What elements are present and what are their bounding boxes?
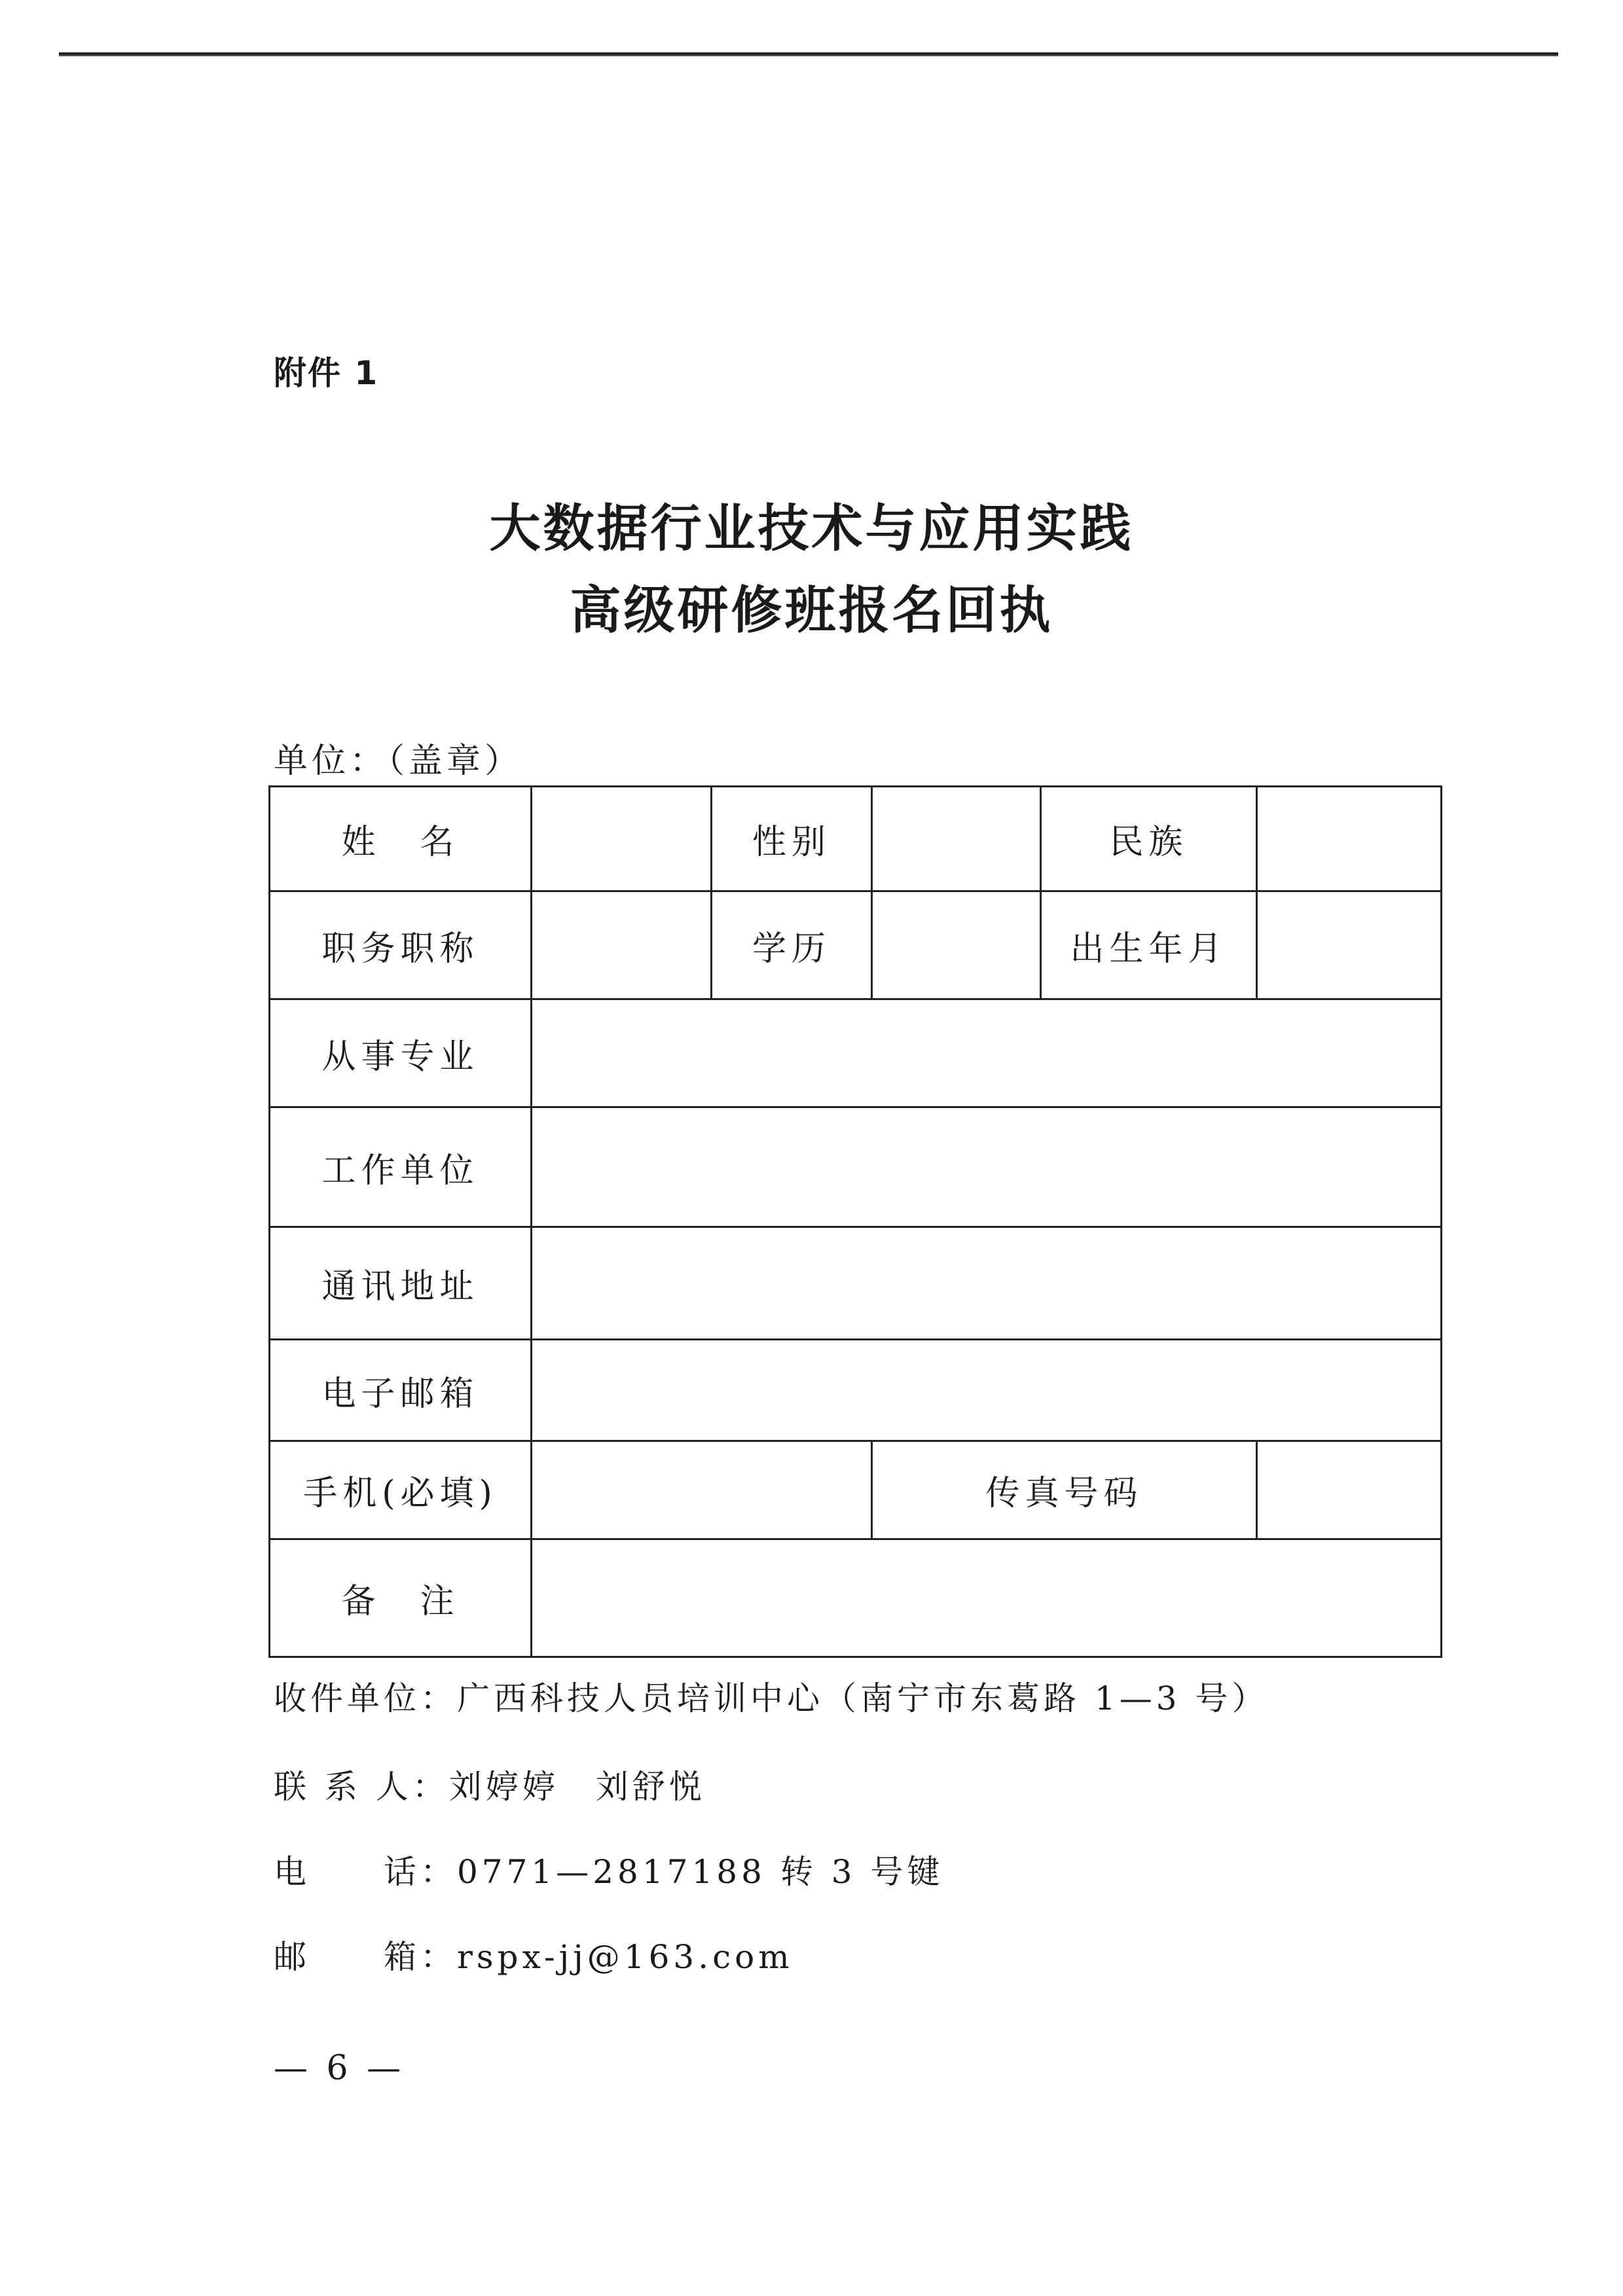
form-row-mobile xyxy=(270,1441,1442,1539)
contact-email: 邮 箱：rspx-jj@163.com xyxy=(274,1938,793,1976)
name-label: 姓 名 xyxy=(270,787,532,891)
email-label: 电子邮箱 xyxy=(270,1340,532,1441)
gender-label: 性别 xyxy=(712,787,872,891)
fax-field[interactable] xyxy=(1257,1441,1442,1539)
form-row-email xyxy=(270,1340,1442,1441)
contact-person: 联 系 人：刘婷婷 刘舒悦 xyxy=(274,1768,706,1806)
specialty-field[interactable] xyxy=(532,999,1442,1107)
unit-seal-label: 单位：（盖章） xyxy=(274,742,523,781)
address-label: 通讯地址 xyxy=(270,1227,532,1340)
title-field[interactable] xyxy=(532,891,712,999)
address-field[interactable] xyxy=(532,1227,1442,1340)
form-row-specialty xyxy=(270,999,1442,1107)
contact-phone: 电 话：0771—2817188 转 3 号键 xyxy=(274,1853,944,1891)
document-title-line-2: 高级研修班报名回执 xyxy=(570,581,1053,640)
remarks-label: 备 注 xyxy=(270,1539,532,1657)
header-rule xyxy=(59,52,1558,56)
attachment-label: 附件 1 xyxy=(274,354,379,392)
remarks-field[interactable] xyxy=(532,1539,1442,1657)
form-row-address xyxy=(270,1227,1442,1340)
email-field[interactable] xyxy=(532,1340,1442,1441)
form-row-name xyxy=(270,787,1442,891)
workplace-label: 工作单位 xyxy=(270,1107,532,1227)
form-row-title xyxy=(270,891,1442,999)
mobile-field[interactable] xyxy=(532,1441,872,1539)
birth-date-label: 出生年月 xyxy=(1041,891,1257,999)
name-field[interactable] xyxy=(532,787,712,891)
specialty-label: 从事专业 xyxy=(270,999,532,1107)
form-row-remarks xyxy=(270,1539,1442,1657)
document-title-line-1: 大数据行业技术与应用实践 xyxy=(489,499,1134,558)
workplace-field[interactable] xyxy=(532,1107,1442,1227)
ethnicity-label: 民族 xyxy=(1041,787,1257,891)
receiver-info: 收件单位：广西科技人员培训中心（南宁市东葛路 1—3 号） xyxy=(274,1679,1269,1717)
title-label: 职务职称 xyxy=(270,891,532,999)
registration-form-table xyxy=(268,785,1442,1658)
page-number: — 6 — xyxy=(274,2049,405,2088)
fax-label: 传真号码 xyxy=(872,1441,1257,1539)
education-label: 学历 xyxy=(712,891,872,999)
form-row-workplace xyxy=(270,1107,1442,1227)
mobile-label: 手机(必填) xyxy=(270,1441,532,1539)
education-field[interactable] xyxy=(872,891,1041,999)
ethnicity-field[interactable] xyxy=(1257,787,1442,891)
gender-field[interactable] xyxy=(872,787,1041,891)
birth-date-field[interactable] xyxy=(1257,891,1442,999)
